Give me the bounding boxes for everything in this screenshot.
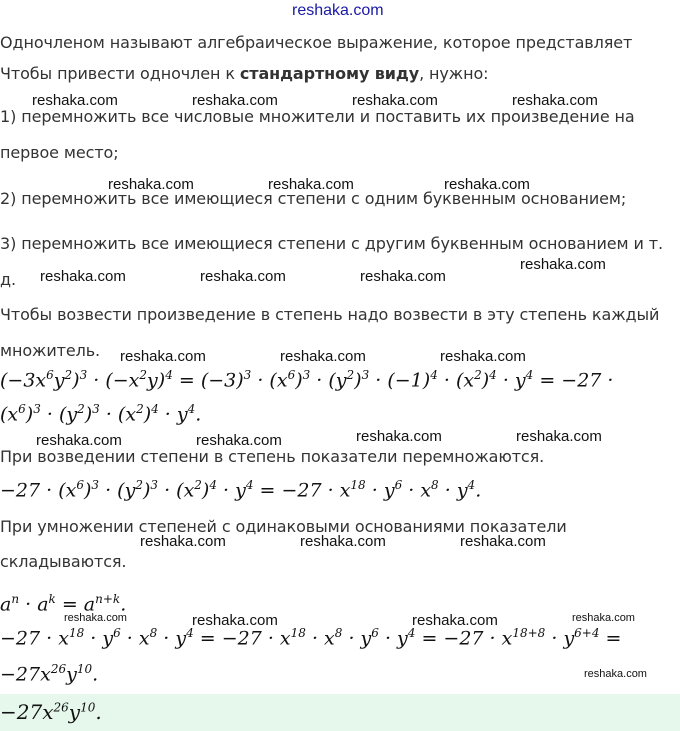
step-1-line-1: 1) перемножить все числовые множители и поставить их произведение на — [0, 107, 635, 126]
equation-1-line-2: $(x^6)^3 \cdot (y^2)^3 \cdot (x^2)^4 \cdot y^4$. — [0, 402, 202, 426]
watermark: reshaka.com — [200, 268, 286, 285]
watermark: reshaka.com — [520, 256, 606, 273]
definition-text: Одночленом называют алгебраическое выражение, которое представляет — [0, 33, 633, 52]
watermark: reshaka.com — [192, 612, 278, 629]
intro-post: , нужно: — [419, 64, 489, 83]
watermark: reshaka.com — [360, 268, 446, 285]
watermark-small: reshaka.com — [584, 668, 647, 680]
standard-form-intro — [0, 64, 488, 83]
site-title[interactable]: reshaka.com — [292, 2, 384, 19]
watermark-small: reshaka.com — [572, 612, 635, 624]
power-of-power-rule: При возведении степени в степень показатели перемножаются. — [0, 447, 545, 466]
watermark: reshaka.com — [108, 176, 194, 193]
power-rule-line-2: множитель. — [0, 341, 101, 360]
product-rule-formula: $a^n \cdot a^k = a^{n+k}$. — [0, 592, 127, 616]
equation-3-line-2: $-27x^{26}y^{10}$. — [0, 662, 99, 686]
watermark-small: reshaka.com — [64, 612, 127, 624]
power-rule-line-1: Чтобы возвести произведение в степень надо возвести в эту степень каждый — [0, 305, 660, 324]
answer-value: $-27x^{26}y^{10}$. — [0, 700, 102, 724]
watermark: reshaka.com — [268, 176, 354, 193]
step-3-line-1: 3) перемножить все имеющиеся степени с другим буквенным основанием и т. — [0, 234, 663, 253]
watermark: reshaka.com — [356, 428, 442, 445]
step-2: 2) перемножить все имеющиеся степени с одним буквенным основанием; — [0, 189, 627, 208]
watermark: reshaka.com — [192, 92, 278, 109]
intro-bold: стандартному виду — [239, 64, 420, 83]
step-3-line-2: д. — [0, 270, 16, 289]
watermark: reshaka.com — [36, 432, 122, 449]
watermark: reshaka.com — [444, 176, 530, 193]
answer-box — [0, 694, 680, 731]
watermark: reshaka.com — [412, 612, 498, 629]
watermark: reshaka.com — [32, 92, 118, 109]
equation-1-line-1: $(-3x^6y^2)^3 \cdot (-x^2y)^4 = (-3)^3 \cdot (x^6)^3 \cdot (y^2)^3 \cdot (-1)^4 \cdot (x^2)^4 \cdot y^4 = -27$ · — [0, 368, 614, 392]
watermark: reshaka.com — [280, 348, 366, 365]
product-rule-line-1: При умножении степеней с одинаковыми основаниями показатели — [0, 517, 567, 536]
watermark: reshaka.com — [516, 428, 602, 445]
step-1-line-2: первое место; — [0, 143, 119, 162]
equation-2: $-27 \cdot (x^6)^3 \cdot (y^2)^3 \cdot (x^2)^4 \cdot y^4 = -27 \cdot x^{18} \cdot y^6 \cdot x^8 \cdot y^4$. — [0, 478, 482, 502]
product-rule-line-2: складываются. — [0, 552, 127, 571]
watermark: reshaka.com — [140, 533, 226, 550]
watermark: reshaka.com — [40, 268, 126, 285]
watermark: reshaka.com — [300, 533, 386, 550]
equation-3-line-1: $-27 \cdot x^{18} \cdot y^6 \cdot x^8 \cdot y^4 = -27 \cdot x^{18} \cdot x^8 \cdot y^6 \cdot y^4 = -27 \cdot x^{18+8} \cdot y^{6+4}$ = — [0, 626, 622, 650]
watermark: reshaka.com — [460, 533, 546, 550]
watermark: reshaka.com — [196, 432, 282, 449]
watermark: reshaka.com — [352, 92, 438, 109]
watermark: reshaka.com — [512, 92, 598, 109]
watermark: reshaka.com — [120, 348, 206, 365]
watermark: reshaka.com — [440, 348, 526, 365]
intro-pre: Чтобы привести одночлен к — [0, 64, 240, 83]
